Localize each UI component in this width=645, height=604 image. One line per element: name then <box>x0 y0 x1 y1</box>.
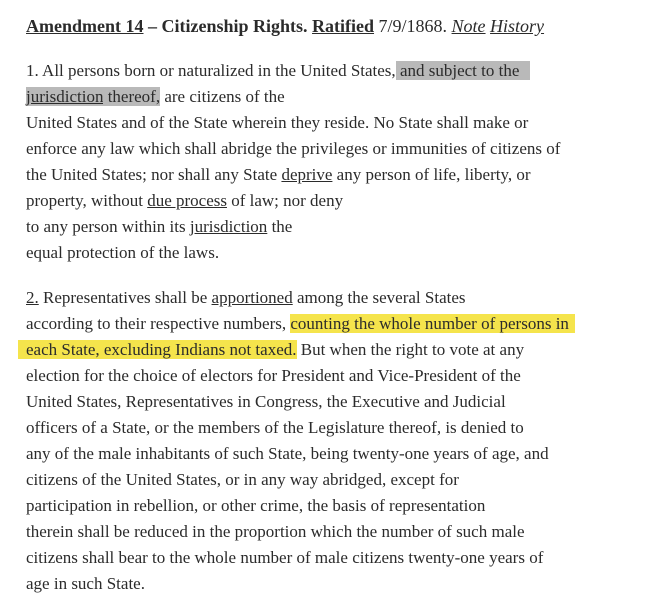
section-2-line: according to their respective numbers, counting the whole number of persons in <box>26 311 575 337</box>
section-1-line: equal protection of the laws. <box>26 243 220 262</box>
section-1-line: enforce any law which shall abridge the privileges or immunities of citizens of <box>26 139 561 158</box>
section-2-line: United States, Representatives in Congress, the Executive and Judicial <box>26 392 506 411</box>
section-2-line: officers of a State, or the members of the Legislature thereof, is denied to <box>26 418 524 437</box>
yellow-highlight: counting the whole number of persons in <box>290 314 575 333</box>
section-2-line: age in such State. <box>26 574 145 593</box>
section-2-line: 2. Representatives shall be apportioned among the several States <box>26 288 466 307</box>
ratified-date: 7/9/1868. <box>374 16 452 36</box>
section-2-line: participation in rebellion, or other crime, the basis of representation <box>26 496 486 515</box>
section-1-line: jurisdiction thereof, are citizens of the <box>26 87 285 106</box>
amendment-title: Amendment 14 <box>26 16 144 36</box>
yellow-highlight: each State, excluding Indians not taxed. <box>18 340 297 359</box>
section-1-line: 1. All persons born or naturalized in the United States, and subject to the <box>26 58 530 84</box>
section-1-line: to any person within its jurisdiction the <box>26 217 293 236</box>
section-2-line: citizens shall bear to the whole number of male citizens twenty-one years of <box>26 548 544 567</box>
due-process-link[interactable]: due process <box>147 191 227 210</box>
apportioned-link[interactable]: apportioned <box>211 288 293 307</box>
note-link[interactable]: Note <box>451 16 486 36</box>
jurisdiction-link[interactable]: jurisdiction <box>26 87 104 106</box>
section-2-number-link[interactable]: 2. <box>26 288 39 307</box>
amendment-subtitle: – Citizenship Rights. <box>143 16 313 36</box>
section-2-line: any of the male inhabitants of such State, being twenty-one years of age, and <box>26 444 549 463</box>
section-2-line: each State, excluding Indians not taxed. But when the right to vote at any <box>18 337 524 363</box>
deprive-link[interactable]: deprive <box>281 165 333 184</box>
section-1-line: United States and of the State wherein they reside. No State shall make or <box>26 113 529 132</box>
jurisdiction-link[interactable]: jurisdiction <box>189 217 268 236</box>
ratified-label: Ratified <box>312 16 375 36</box>
section-2-line: therein shall be reduced in the proportion which the number of such male <box>26 522 525 541</box>
section-2-line: citizens of the United States, or in any way abridged, except for <box>26 470 459 489</box>
gray-highlight: thereof, <box>103 87 161 106</box>
section-1-line: property, without due process of law; nor deny <box>26 191 344 210</box>
section-2-line: election for the choice of electors for President and Vice-President of the <box>26 366 521 385</box>
history-link[interactable]: History <box>490 16 545 36</box>
section-1-line: the United States; nor shall any State deprive any person of life, liberty, or <box>26 165 531 184</box>
gray-highlight: and subject to the <box>396 61 530 80</box>
amendment-header <box>26 14 544 38</box>
